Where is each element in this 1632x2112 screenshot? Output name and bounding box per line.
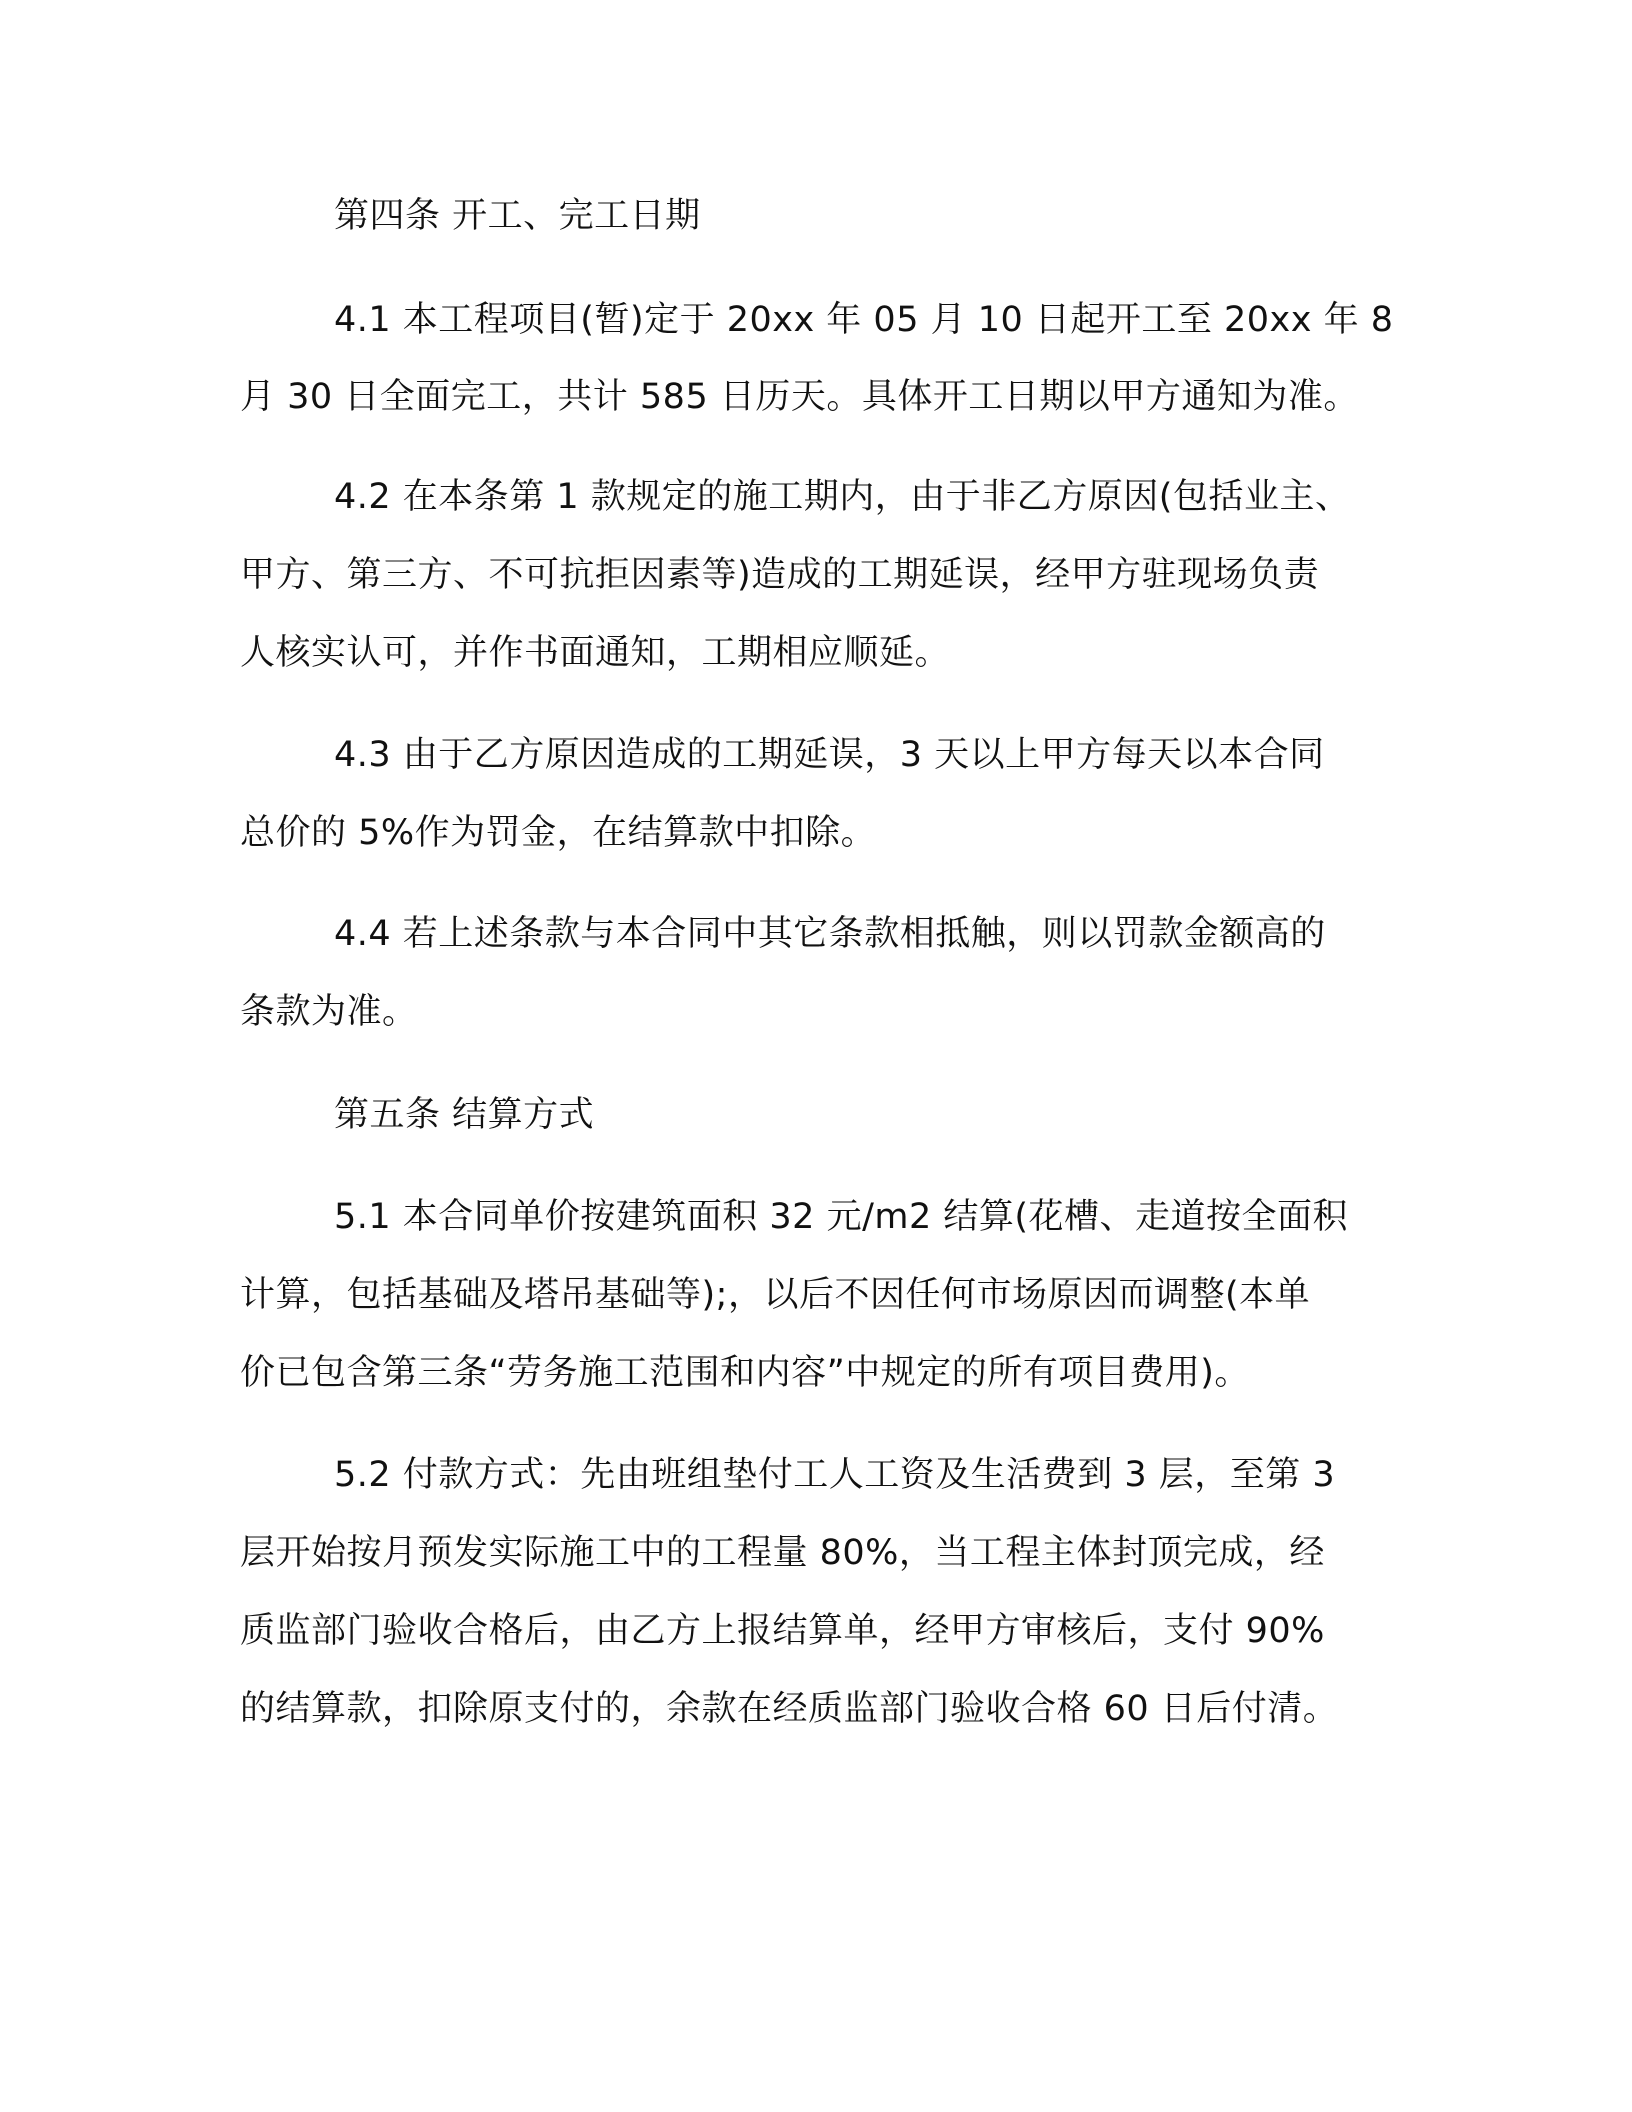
clause-4-4-line-1: 4.4 若上述条款与本合同中其它条款相抵触，则以罚款金额高的 [334, 914, 1326, 954]
clause-5-2-line-4: 的结算款，扣除原支付的，余款在经质监部门验收合格 60 日后付清。 [240, 1689, 1339, 1729]
clause-4-1-line-1: 4.1 本工程项目(暂)定于 20xx 年 05 月 10 日起开工至 20xx 年 8 [334, 300, 1394, 340]
article-5-heading: 第五条 结算方式 [334, 1095, 595, 1135]
clause-5-1-line-3: 价已包含第三条“劳务施工范围和内容”中规定的所有项目费用)。 [240, 1353, 1250, 1393]
clause-4-3-line-1: 4.3 由于乙方原因造成的工期延误，3 天以上甲方每天以本合同 [334, 735, 1325, 775]
clause-5-2-line-2: 层开始按月预发实际施工中的工程量 80%，当工程主体封顶完成，经 [240, 1533, 1325, 1573]
clause-4-2-line-3: 人核实认可，并作书面通知，工期相应顺延。 [240, 633, 951, 673]
clause-4-4-line-2: 条款为准。 [240, 992, 418, 1032]
clause-5-1-line-1: 5.1 本合同单价按建筑面积 32 元/m2 结算(花槽、走道按全面积 [334, 1197, 1349, 1237]
clause-5-1-line-2: 计算，包括基础及塔吊基础等);，以后不因任何市场原因而调整(本单 [240, 1275, 1311, 1315]
clause-4-2-line-1: 4.2 在本条第 1 款规定的施工期内，由于非乙方原因(包括业主、 [334, 477, 1351, 517]
clause-4-1-line-2: 月 30 日全面完工，共计 585 日历天。具体开工日期以甲方通知为准。 [240, 377, 1359, 417]
article-4-heading: 第四条 开工、完工日期 [334, 196, 701, 236]
clause-4-2-line-2: 甲方、第三方、不可抗拒因素等)造成的工期延误，经甲方驻现场负责 [240, 555, 1320, 595]
clause-5-2-line-3: 质监部门验收合格后，由乙方上报结算单，经甲方审核后，支付 90% [240, 1611, 1325, 1651]
clause-5-2-line-1: 5.2 付款方式：先由班组垫付工人工资及生活费到 3 层，至第 3 [334, 1455, 1336, 1495]
clause-4-3-line-2: 总价的 5%作为罚金，在结算款中扣除。 [240, 813, 877, 853]
